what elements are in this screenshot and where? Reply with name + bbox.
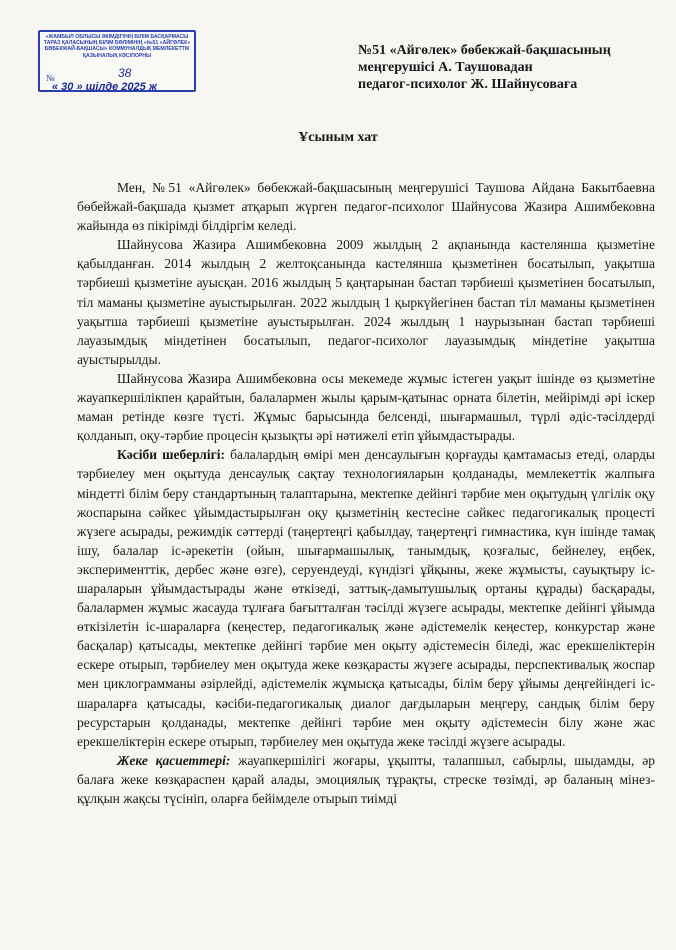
stamp-number-label: № xyxy=(46,73,55,83)
document-title: Ұсыным хат xyxy=(298,130,378,145)
paragraph-character: Шайнусова Жазира Ашимбековна осы мекемеде жұмыс істеген уақыт ішінде өз қызметіне жауапкершілікпен қарайтын, балалармен жылы қарым-қатынас орната білетін, мейірімді әрі іскер маман ретінде көзге түсті. Жұмыс барысында белсенді, шығармашыл, түрлі әдіс-тәсілдерді қолданып, оқу-тәрбие процесін қызықты әрі нәтижелі етіп ұйымдастырады. xyxy=(77,370,655,444)
paragraph-professional-skills xyxy=(77,445,655,751)
stamp-line: «ЖАМБЫЛ ОБЛЫСЫ ӘКІМДІГІНІҢ БІЛІМ БАСҚАРМАСЫ xyxy=(45,34,189,40)
addressee-line: №51 «Айгөлек» бөбекжай-бақшасының xyxy=(358,43,611,58)
addressee-line: меңгерушісі А. Таушовадан xyxy=(358,60,533,75)
stamp-line: ҚАЗЫНАЛЫҚ КӘСІПОРНЫ xyxy=(82,52,152,59)
professional-skills-heading: Кәсіби шеберлігі: xyxy=(117,447,225,463)
paragraph-personal-qualities xyxy=(77,751,655,808)
stamp-number-value: 38 xyxy=(118,66,132,80)
personal-qualities-text: жауапкершілігі жоғары, ұқыпты, талапшыл, сабырлы, шыдамды, әр балаға жеке көзқараспен қарай алады, эмоциялық тұрақты, стреске төзімді, әр баланың мінез-құлқын жақсы түсініп, оларға бейімделе отырып тиімді xyxy=(77,752,655,806)
letter-body xyxy=(77,178,655,808)
professional-skills-text: балалардың өмірі мен денсаулығын қорғауды қамтамасыз етеді, оларды тәрбиелеу мен оқытуда денсаулық сақтау технологияларын қолданады, мемлекеттік жалпыға міндетті білім беру стандартының талаптарына, мектепке дейінгі тәрбие мен оқытудың үлгілік оқу жоспарына сәйкес ұйымдастырылған оқу қызметінің кестесіне сәйкес педагогикалық процесті жүзеге асырады, режимдік сәттерді (таңертеңгі қабылдау, таңертеңгі гимнастика, күн ішінде тамақ ішу, балалар іс-әрекетін (ойын, шығармашылық, танымдық, қозғалыс, бейнелеу, еңбек, эксперименттік, дербес және өзге), серуендеуді, күндізгі ұйқыны, жеке жұмысты, сауықтыру іс-шараларын ұйымдастырады және өткізеді, заттық-дамытушылық ортаны құрады) басқарады, балалармен жұмыс жасауда тұлғаға бағытталған тәсілді жүзеге асырады, мектепке дейінгі ұйымда өткізілетін іс-шараларға (кеңестер, педагогикалық және әдістемелік кеңестер, конкурстар және басқалар) қатысады, мектепке дейінгі тәрбие мен оқыту әдістемесін біледі, жас ерекшеліктерін ескере отырып, тәрбиелеу мен оқытуда жеке көзқарасты жүзеге асырады, перспективалық жоспар мен циклограмманы әзірлейді, әдістемелік жұмысқа қатысады, білім беру ұйымы деңгейіндегі іс-шараларға қатысады, кәсіби-педагогикалық диалог дағдыларын меңгеру, сандық білім беру ресурстарын қолданады, мектепке дейінгі тәрбие мен оқыту әдістемесін білу және жас ерекшеліктерін ескере отырып, тәрбиелеу мен оқытуда жеке тәсілді жүзеге асырады. xyxy=(77,447,655,749)
paragraph-intro: Мен, №51 «Айгөлек» бөбекжай-бақшасының меңгерушісі Таушова Айдана Бакытбаевна бөбейжай-бақшада қызмет атқарып жүрген педагог-психолог Шайнусова Жазира Ашимбековна жайында өз пікірімді білдіргім келеді. xyxy=(77,180,655,234)
stamp-line: БӨБЕКЖАЙ-БАҚШАСЫ» КОММУНАЛДЫҚ МЕМЛЕКЕТТІК xyxy=(44,46,190,53)
stamp-date: « 30 » шілде 2025 ж xyxy=(52,81,157,93)
addressee-line: педагог-психолог Ж. Шайнусоваға xyxy=(358,77,578,92)
stamp-line: ТАРАЗ ҚАЛАСЫНЫҢ БІЛІМ БӨЛІМІНІҢ «№51 «АЙГӨЛЕК» xyxy=(43,40,191,47)
paragraph-career: Шайнусова Жазира Ашимбековна 2009 жылдың 2 ақпанында кастелянша қызметіне қабылданған. 2014 жылдың 2 желтоқсанында кастелянша қызметінен босатылып, уақытша тәрбиеші қызметіне ауысқан. 2016 жылдың 5 қаңтарынан бастап тәрбиеші қызметінен босатылып, тіл маманы қызметіне ауыстырылған. 2022 жылдың 1 қыркүйегінен бастап тіл маманы қызметінен уақытша тәрбиеші қызметіне ауыстырылған. 2024 жылдың 1 наурызынан бастап тәрбиеші лауазымдық міндетінен босатылып, педагог-психолог лауазымдық міндетіне уақытша ауыстырылды. xyxy=(77,237,655,367)
addressee-block xyxy=(358,42,658,93)
official-stamp xyxy=(38,30,196,92)
personal-qualities-heading: Жеке қасиеттері: xyxy=(117,752,231,768)
